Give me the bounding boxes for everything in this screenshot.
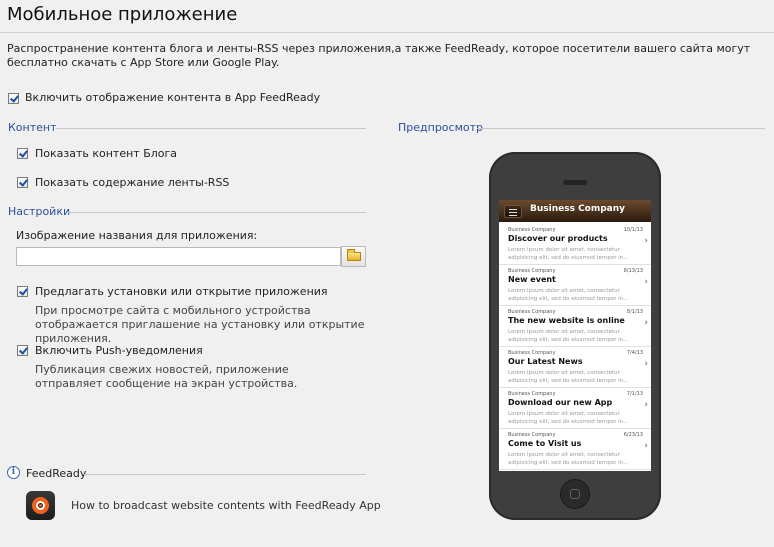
feed-item-date: 10/1/13 xyxy=(623,227,643,233)
info-icon: i xyxy=(7,466,20,479)
feed-item xyxy=(499,429,651,470)
preview-divider xyxy=(477,128,765,129)
app-title: Business Company xyxy=(530,204,626,214)
feed-item-title: New event xyxy=(508,275,556,284)
app-header-bar xyxy=(499,200,651,222)
push-description: Публикация свежих новостей, приложение отправляет сообщение на экран устройства. xyxy=(35,363,298,390)
phone-screen xyxy=(499,200,651,471)
chevron-right-icon: › xyxy=(644,277,648,287)
suggest-install-description: При просмотре сайта с мобильного устройства отображается приглашение на установку или открытие приложения. xyxy=(35,304,365,345)
feed-item-company: Business Company xyxy=(508,350,556,356)
feed-item-title: Download our new App xyxy=(508,398,613,407)
content-section-divider xyxy=(56,128,366,129)
feed-item-company: Business Company xyxy=(508,268,556,274)
feed-item-title: Come to Visit us xyxy=(508,439,582,448)
feed-item xyxy=(499,347,651,388)
page-description: Распространение контента блога и ленты-RSS через приложения,а также FeedReady, которое посетители вашего сайта могут бесплатно скачать с App Store или Google Play. xyxy=(7,42,751,69)
app-icon-center xyxy=(39,504,42,507)
feed-item-excerpt: Lorem ipsum dolor sit amet, consectetur adipisicing elit, sed do eiusmod tempor in... xyxy=(508,329,629,343)
feedready-section-heading: FeedReady xyxy=(26,467,87,480)
feed-item-company: Business Company xyxy=(508,309,556,315)
feed-item-excerpt: Lorem ipsum dolor sit amet, consectetur adipisicing elit, sed do eiusmod tempor in... xyxy=(508,370,629,384)
content-section-heading: Контент xyxy=(8,121,57,134)
chevron-right-icon: › xyxy=(644,236,648,246)
feed-item-excerpt: Lorem ipsum dolor sit amet, consectetur adipisicing elit, sed do eiusmod tempor in... xyxy=(508,247,629,261)
feed-item-date: 6/23/13 xyxy=(623,432,643,438)
enable-app-checkbox[interactable] xyxy=(8,93,19,104)
hamburger-menu-icon xyxy=(504,205,522,218)
show-blog-label: Показать контент Блога xyxy=(35,147,178,160)
feedready-help-link[interactable]: How to broadcast website contents with FeedReady App xyxy=(71,499,381,512)
feed-item-company: Business Company xyxy=(508,227,556,233)
feed-item xyxy=(499,265,651,306)
chevron-right-icon: › xyxy=(644,359,648,369)
feed-item-date: 8/1/13 xyxy=(626,309,643,315)
page-title: Мобильное приложение xyxy=(7,4,238,25)
feed-item xyxy=(499,306,651,347)
feed-item-company: Business Company xyxy=(508,391,556,397)
feed-item-excerpt: Lorem ipsum dolor sit amet, consectetur adipisicing elit, sed do eiusmod tempor in... xyxy=(508,411,629,425)
feed-item-date: 7/4/13 xyxy=(626,350,643,356)
feedready-section-divider xyxy=(84,474,366,475)
show-blog-checkbox[interactable] xyxy=(17,148,28,159)
app-name-image-label: Изображение названия для приложения: xyxy=(16,229,258,242)
browse-button[interactable] xyxy=(341,246,366,267)
folder-open-icon xyxy=(347,252,361,261)
push-checkbox[interactable] xyxy=(17,345,28,356)
feed-item-company: Business Company xyxy=(508,432,556,438)
title-divider xyxy=(0,32,774,33)
settings-section-heading: Настройки xyxy=(8,205,71,218)
feed-item xyxy=(499,224,651,265)
app-name-image-field[interactable] xyxy=(16,247,341,266)
phone-speaker xyxy=(563,180,587,185)
home-button xyxy=(560,479,590,509)
show-rss-label: Показать содержание ленты-RSS xyxy=(35,176,230,189)
feed-item-title: The new website is online xyxy=(508,316,625,325)
suggest-install-checkbox[interactable] xyxy=(17,286,28,297)
chevron-right-icon: › xyxy=(644,441,648,451)
chevron-right-icon: › xyxy=(644,400,648,410)
phone-mockup xyxy=(489,152,661,520)
enable-app-label: Включить отображение контента в App FeedReady xyxy=(25,91,321,104)
feed-item-title: Discover our products xyxy=(508,234,608,243)
chevron-right-icon: › xyxy=(644,318,648,328)
preview-heading: Предпросмотр xyxy=(398,121,483,134)
feed-item-title: Our Latest News xyxy=(508,357,583,366)
push-label: Включить Push-уведомления xyxy=(35,344,203,357)
feed-item-date: 7/1/13 xyxy=(626,391,643,397)
suggest-install-label: Предлагать установки или открытие приложения xyxy=(35,285,328,298)
settings-section-divider xyxy=(68,212,366,213)
feed-item-excerpt: Lorem ipsum dolor sit amet, consectetur adipisicing elit, sed do eiusmod tempor in... xyxy=(508,452,629,466)
feed-item-excerpt: Lorem ipsum dolor sit amet, consectetur adipisicing elit, sed do eiusmod tempor in... xyxy=(508,288,629,302)
feed-item-date: 8/13/13 xyxy=(623,268,643,274)
feedready-app-icon[interactable] xyxy=(26,491,55,520)
show-rss-checkbox[interactable] xyxy=(17,177,28,188)
feed-item xyxy=(499,388,651,429)
